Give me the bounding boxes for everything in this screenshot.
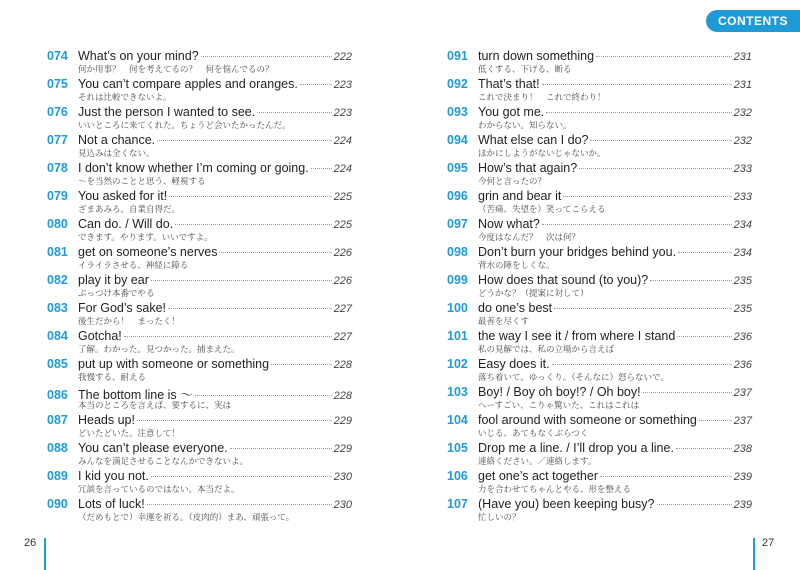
dot-leader — [195, 395, 332, 396]
entry-translation: 今何と言ったの？ — [478, 177, 547, 187]
entry-line — [447, 413, 752, 429]
entry-number: 100 — [447, 301, 468, 315]
contents-entry — [447, 301, 752, 329]
entry-phrase: How’s that again? — [478, 161, 578, 175]
entry-page-number: 223 — [333, 79, 352, 91]
contents-entry — [447, 469, 752, 497]
entry-translation: 本当のところを言えば、要するに、実は — [78, 401, 232, 411]
entry-phrase: get one’s act together — [478, 469, 598, 483]
entry-page-number: 236 — [733, 359, 752, 371]
entry-phrase: Just the person I wanted to see. — [78, 105, 256, 119]
entry-line — [447, 49, 752, 65]
entry-page-number: 234 — [733, 247, 752, 259]
entry-page-number: 224 — [333, 135, 352, 147]
entry-phrase: You asked for it! — [78, 189, 168, 203]
entry-number: 092 — [447, 77, 468, 91]
dot-leader — [542, 224, 732, 225]
dot-leader — [311, 168, 332, 169]
entry-translation: 後生だから！ まったく！ — [78, 317, 181, 327]
contents-entry — [47, 301, 352, 329]
dot-leader — [169, 196, 331, 197]
dot-leader — [219, 252, 331, 253]
entry-translation: 落ち着いて。ゆっくり。（そんなに）怒らないで。 — [478, 373, 669, 383]
entry-translation: 忙しいの？ — [478, 513, 521, 523]
entry-translation: 最善を尽くす — [478, 317, 530, 327]
entry-line — [447, 329, 752, 345]
entry-number: 103 — [447, 385, 468, 399]
entry-number: 090 — [47, 497, 68, 511]
entry-line — [447, 469, 752, 485]
entry-translation: 私の見解では、私の立場から言えば — [478, 345, 615, 355]
entry-phrase: Gotcha! — [78, 329, 122, 343]
entry-phrase: grin and bear it — [478, 189, 562, 203]
entry-translation: いいところに来てくれた。ちょうど会いたかったんだ。 — [78, 121, 291, 131]
right-page-number: 27 — [762, 537, 775, 549]
entry-translation: ぶっつけ本番でやる — [78, 289, 155, 299]
entry-page-number: 222 — [333, 51, 352, 63]
entry-line — [447, 301, 752, 317]
left-page-rule — [44, 538, 46, 570]
dot-leader — [678, 252, 732, 253]
dot-leader — [650, 280, 731, 281]
entry-page-number: 235 — [733, 275, 752, 287]
entry-number: 088 — [47, 441, 68, 455]
entry-phrase: fool around with someone or something — [478, 413, 697, 427]
dot-leader — [657, 504, 732, 505]
entry-page-number: 226 — [333, 275, 352, 287]
entry-number: 095 — [447, 161, 468, 175]
entry-phrase: get on someone’s nerves — [78, 245, 218, 259]
entry-phrase: Not a chance. — [78, 133, 156, 147]
dot-leader — [554, 308, 732, 309]
entry-phrase: Can do. / Will do. — [78, 217, 174, 231]
entry-line — [47, 329, 352, 345]
contents-entry — [47, 105, 352, 133]
dot-leader — [596, 56, 732, 57]
entry-line — [47, 357, 352, 373]
entry-page-number: 233 — [733, 191, 752, 203]
entry-translation: みんなを満足させることなんかできないよ。 — [78, 457, 249, 467]
entry-phrase: play it by ear — [78, 273, 149, 287]
entry-page-number: 234 — [733, 219, 752, 231]
dot-leader — [151, 280, 332, 281]
entry-translation: ほかにしようがないじゃないか。 — [478, 149, 606, 159]
contents-entry — [47, 357, 352, 385]
entry-page-number: 228 — [333, 359, 352, 371]
entry-phrase: What’s on your mind? — [78, 49, 199, 63]
entry-number: 079 — [47, 189, 68, 203]
entry-translation: 力を合わせてちゃんとやる、形を整える — [478, 485, 632, 495]
contents-entry — [47, 161, 352, 189]
entry-translation: どいたどいた。注意して！ — [78, 429, 181, 439]
entry-line — [47, 133, 352, 149]
entry-line — [47, 441, 352, 457]
entry-number: 097 — [447, 217, 468, 231]
entry-translation: 了解。わかった。見つかった。捕まえた。 — [78, 345, 240, 355]
entry-line — [447, 273, 752, 289]
entry-phrase: Now what? — [478, 217, 540, 231]
entry-translation: 冗談を言っているのではない。本当だよ。 — [78, 485, 240, 495]
entry-line — [47, 49, 352, 65]
contents-entry — [47, 329, 352, 357]
contents-entry — [47, 245, 352, 273]
contents-entry — [47, 413, 352, 441]
entry-phrase: That’s that! — [478, 77, 540, 91]
dot-leader — [542, 84, 732, 85]
entry-line — [47, 385, 352, 401]
dot-leader — [230, 448, 332, 449]
entry-number: 081 — [47, 245, 68, 259]
contents-entry — [447, 105, 752, 133]
entry-translation: 我慢する、耐える — [78, 373, 147, 383]
entry-translation: これで決まり！ これで終わり！ — [478, 93, 606, 103]
entry-phrase: You can’t compare apples and oranges. — [78, 77, 298, 91]
contents-entry — [447, 357, 752, 385]
contents-entry — [447, 161, 752, 189]
entry-page-number: 230 — [333, 499, 352, 511]
entry-phrase: I kid you not. — [78, 469, 149, 483]
dot-leader — [157, 140, 332, 141]
contents-entry — [47, 273, 352, 301]
dot-leader — [579, 168, 732, 169]
entry-phrase: For God’s sake! — [78, 301, 167, 315]
entry-number: 093 — [447, 105, 468, 119]
contents-entry — [447, 413, 752, 441]
entry-number: 105 — [447, 441, 468, 455]
entry-line — [47, 245, 352, 261]
contents-entry — [47, 189, 352, 217]
contents-entry — [447, 77, 752, 105]
entry-number: 085 — [47, 357, 68, 371]
contents-entry — [47, 497, 352, 525]
entry-number: 076 — [47, 105, 68, 119]
dot-leader — [563, 196, 731, 197]
dot-leader — [643, 392, 732, 393]
entry-number: 106 — [447, 469, 468, 483]
entry-translation: へーすごい、こりゃ驚いた、これはこれは — [478, 401, 640, 411]
entry-translation: いじる、あてもなくぶらつく — [478, 429, 589, 439]
entry-translation: （だめもとで）幸運を祈る。（皮肉的）まあ、頑張って。 — [78, 513, 295, 523]
entry-number: 077 — [47, 133, 68, 147]
entry-phrase: The bottom line is 〜 — [78, 388, 193, 402]
entry-translation: 〜を当然のことと思う、軽視する — [78, 177, 206, 187]
entry-line — [47, 497, 352, 513]
entry-number: 107 — [447, 497, 468, 511]
entry-number: 075 — [47, 77, 68, 91]
entry-translation: 低くする、下げる、断る — [478, 65, 572, 75]
dot-leader — [147, 504, 332, 505]
contents-entry — [47, 469, 352, 497]
entry-number: 083 — [47, 301, 68, 315]
entry-phrase: Drop me a line. / I’ll drop you a line. — [478, 441, 674, 455]
entry-number: 086 — [47, 388, 68, 402]
entry-page-number: 227 — [333, 303, 352, 315]
entry-page-number: 237 — [733, 387, 752, 399]
entry-translation: （苦痛、失望を）笑ってこらえる — [478, 205, 606, 215]
entry-translation: 見込みは全くない。 — [78, 149, 155, 159]
dot-leader — [201, 56, 332, 57]
dot-leader — [600, 476, 732, 477]
contents-entry — [447, 245, 752, 273]
dot-leader — [271, 364, 332, 365]
entry-translation: イライラさせる、神経に障る — [78, 261, 189, 271]
entry-page-number: 232 — [733, 107, 752, 119]
entry-translation: できます。やります。いいですよ。 — [78, 233, 213, 243]
contents-entry — [447, 329, 752, 357]
entry-line — [47, 301, 352, 317]
entry-translation: 連絡ください。／連絡します。 — [478, 457, 597, 467]
entry-phrase: Lots of luck! — [78, 497, 145, 511]
entry-line — [447, 497, 752, 513]
entry-phrase: turn down something — [478, 49, 595, 63]
entry-page-number: 224 — [333, 163, 352, 175]
contents-entry — [47, 217, 352, 245]
entry-phrase: Heads up! — [78, 413, 135, 427]
dot-leader — [151, 476, 332, 477]
entry-number: 091 — [447, 49, 468, 63]
entry-line — [47, 273, 352, 289]
right-page-rule — [753, 538, 755, 570]
contents-entry — [447, 441, 752, 469]
entry-line — [447, 189, 752, 205]
entry-page-number: 228 — [333, 390, 352, 402]
entry-phrase: Easy does it. — [478, 357, 550, 371]
dot-leader — [546, 112, 731, 113]
contents-entry — [447, 497, 752, 525]
entry-page-number: 227 — [333, 331, 352, 343]
contents-entry — [47, 441, 352, 469]
contents-entry — [47, 77, 352, 105]
dot-leader — [168, 308, 332, 309]
contents-entry — [47, 133, 352, 161]
entry-translation: ざまあみろ。自業自得だ。 — [78, 205, 181, 215]
entry-line — [47, 413, 352, 429]
entry-page-number: 232 — [733, 135, 752, 147]
entry-number: 101 — [447, 329, 468, 343]
contents-entry — [47, 385, 352, 413]
entry-number: 080 — [47, 217, 68, 231]
entry-page-number: 236 — [733, 331, 752, 343]
entry-page-number: 237 — [733, 415, 752, 427]
entry-translation: どうかな？（提案に対して） — [478, 289, 589, 299]
dot-leader — [552, 364, 732, 365]
entry-phrase: (Have you) been keeping busy? — [478, 497, 655, 511]
entry-number: 084 — [47, 329, 68, 343]
entry-page-number: 223 — [333, 107, 352, 119]
entry-phrase: put up with someone or something — [78, 357, 270, 371]
entry-page-number: 239 — [733, 499, 752, 511]
entry-line — [447, 245, 752, 261]
entry-phrase: I don’t know whether I’m coming or going. — [78, 161, 309, 175]
entry-page-number: 225 — [333, 191, 352, 203]
entry-number: 078 — [47, 161, 68, 175]
dot-leader — [257, 112, 331, 113]
entry-page-number: 225 — [333, 219, 352, 231]
entry-phrase: Boy! / Boy oh boy!? / Oh boy! — [478, 385, 641, 399]
contents-entry — [447, 189, 752, 217]
dot-leader — [677, 336, 731, 337]
entry-line — [47, 189, 352, 205]
entry-line — [447, 357, 752, 373]
entry-phrase: You can’t please everyone. — [78, 441, 228, 455]
dot-leader — [137, 420, 332, 421]
entry-translation: それは比較できないよ。 — [78, 93, 172, 103]
entry-page-number: 239 — [733, 471, 752, 483]
dot-leader — [300, 84, 332, 85]
entry-phrase: the way I see it / from where I stand — [478, 329, 676, 343]
entry-number: 074 — [47, 49, 68, 63]
entry-line — [447, 161, 752, 177]
entry-number: 087 — [47, 413, 68, 427]
entry-phrase: How does that sound (to you)? — [478, 273, 649, 287]
entry-line — [447, 385, 752, 401]
contents-entry — [447, 217, 752, 245]
contents-entry — [447, 273, 752, 301]
entry-number: 099 — [447, 273, 468, 287]
entry-line — [47, 77, 352, 93]
dot-leader — [699, 420, 732, 421]
entry-line — [47, 105, 352, 121]
entry-page-number: 229 — [333, 415, 352, 427]
entry-translation: わからない。知らない。 — [478, 121, 572, 131]
entry-line — [447, 441, 752, 457]
left-contents-column — [47, 49, 352, 525]
entry-line — [47, 469, 352, 485]
entry-phrase: do one’s best — [478, 301, 553, 315]
right-contents-column — [447, 49, 752, 525]
entry-line — [447, 133, 752, 149]
entry-phrase: What else can I do? — [478, 133, 589, 147]
dot-leader — [590, 140, 731, 141]
entry-page-number: 235 — [733, 303, 752, 315]
contents-tab: CONTENTS — [706, 10, 800, 32]
dot-leader — [676, 448, 732, 449]
entry-page-number: 238 — [733, 443, 752, 455]
entry-page-number: 231 — [733, 51, 752, 63]
contents-entry — [447, 49, 752, 77]
entry-number: 098 — [447, 245, 468, 259]
entry-line — [47, 217, 352, 233]
entry-number: 094 — [447, 133, 468, 147]
entry-number: 102 — [447, 357, 468, 371]
entry-page-number: 229 — [333, 443, 352, 455]
entry-translation: 何か用事？ 何を考えてるの？ 何を悩んでるの？ — [78, 65, 274, 75]
entry-line — [447, 77, 752, 93]
entry-line — [447, 105, 752, 121]
entry-page-number: 230 — [333, 471, 352, 483]
entry-line — [47, 161, 352, 177]
entry-number: 089 — [47, 469, 68, 483]
entry-phrase: Don’t burn your bridges behind you. — [478, 245, 677, 259]
entry-number: 082 — [47, 273, 68, 287]
entry-translation: 背水の陣をしくな。 — [478, 261, 555, 271]
entry-number: 096 — [447, 189, 468, 203]
left-page-number: 26 — [24, 537, 37, 549]
entry-page-number: 233 — [733, 163, 752, 175]
entry-phrase: You got me. — [478, 105, 545, 119]
dot-leader — [124, 336, 332, 337]
entry-translation: 今度はなんだ？ 次は何？ — [478, 233, 581, 243]
entry-page-number: 226 — [333, 247, 352, 259]
entry-number: 104 — [447, 413, 468, 427]
entry-page-number: 231 — [733, 79, 752, 91]
dot-leader — [175, 224, 331, 225]
contents-entry — [447, 385, 752, 413]
contents-entry — [47, 49, 352, 77]
contents-entry — [447, 133, 752, 161]
entry-line — [447, 217, 752, 233]
